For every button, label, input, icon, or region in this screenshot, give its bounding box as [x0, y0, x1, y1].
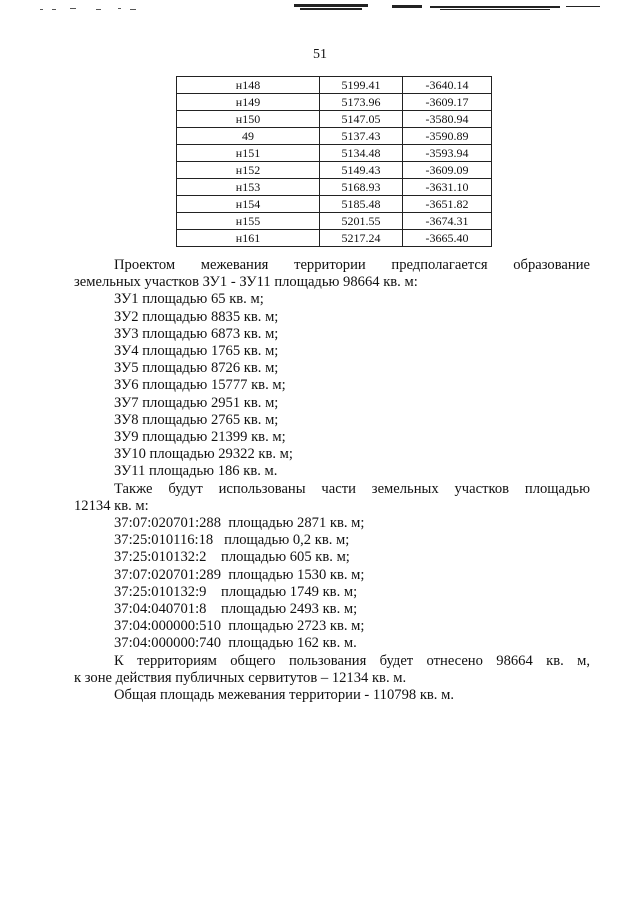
point-name: н152 — [177, 162, 320, 179]
coord-y: -3609.17 — [403, 94, 492, 111]
coord-x: 5147.05 — [320, 111, 403, 128]
table-row — [177, 196, 492, 213]
cadastral-item: 37:04:000000:740 площадью 162 кв. м. — [114, 635, 357, 652]
table-row — [177, 213, 492, 230]
parcel-item: ЗУ6 площадью 15777 кв. м; — [114, 377, 286, 394]
table-row — [177, 230, 492, 247]
parcel-item: ЗУ1 площадью 65 кв. м; — [114, 291, 264, 308]
public-use-line-2: к зоне действия публичных сервитутов – 12134 кв. м. — [74, 669, 407, 686]
point-name: н151 — [177, 145, 320, 162]
body-text — [74, 257, 590, 704]
coord-y: -3590.89 — [403, 128, 492, 145]
coord-y: -3580.94 — [403, 111, 492, 128]
parcel-item: ЗУ7 площадью 2951 кв. м; — [114, 394, 279, 411]
parcel-item: ЗУ9 площадью 21399 кв. м; — [114, 429, 286, 446]
coord-x: 5217.24 — [320, 230, 403, 247]
table-row — [177, 162, 492, 179]
cadastral-item: 37:25:010132:2 площадью 605 кв. м; — [114, 549, 350, 566]
cadastral-item: 37:04:000000:510 площадью 2723 кв. м; — [114, 618, 365, 635]
intro-line-2: земельных участков ЗУ1 - ЗУ11 площадью 98664 кв. м: — [74, 274, 418, 291]
total-area: Общая площадь межевания территории - 110798 кв. м. — [114, 687, 454, 704]
coord-x: 5201.55 — [320, 213, 403, 230]
coord-x: 5134.48 — [320, 145, 403, 162]
coord-y: -3665.40 — [403, 230, 492, 247]
point-name: н148 — [177, 77, 320, 94]
coord-y: -3651.82 — [403, 196, 492, 213]
coord-y: -3593.94 — [403, 145, 492, 162]
parcel-item: ЗУ11 площадью 186 кв. м. — [114, 463, 278, 480]
table-row — [177, 94, 492, 111]
table-row — [177, 77, 492, 94]
point-name: 49 — [177, 128, 320, 145]
point-name: н161 — [177, 230, 320, 247]
table-row — [177, 128, 492, 145]
intro-line-1: Проектом межевания территории предполагается образование — [114, 257, 590, 273]
parcel-item: ЗУ5 площадью 8726 кв. м; — [114, 360, 279, 377]
coord-x: 5168.93 — [320, 179, 403, 196]
point-name: н154 — [177, 196, 320, 213]
point-name: н153 — [177, 179, 320, 196]
coord-x: 5185.48 — [320, 196, 403, 213]
coord-y: -3674.31 — [403, 213, 492, 230]
parts-intro-line-1: Также будут использованы части земельных участков площадью — [114, 480, 590, 497]
public-use-line-1: К территориям общего пользования будет отнесено 98664 кв. м, — [114, 652, 590, 669]
coord-x: 5173.96 — [320, 94, 403, 111]
coord-x: 5149.43 — [320, 162, 403, 179]
coord-x: 5199.41 — [320, 77, 403, 94]
page-number: 51 — [313, 47, 327, 62]
cadastral-item: 37:07:020701:289 площадью 1530 кв. м; — [114, 566, 365, 583]
coord-y: -3640.14 — [403, 77, 492, 94]
cadastral-item: 37:25:010132:9 площадью 1749 кв. м; — [114, 583, 358, 600]
point-name: н155 — [177, 213, 320, 230]
parcel-item: ЗУ8 площадью 2765 кв. м; — [114, 411, 279, 428]
scan-artifacts — [0, 0, 640, 16]
table-row — [177, 179, 492, 196]
coord-y: -3609.09 — [403, 162, 492, 179]
parcel-item: ЗУ4 площадью 1765 кв. м; — [114, 343, 279, 360]
cadastral-item: 37:07:020701:288 площадью 2871 кв. м; — [114, 515, 365, 532]
coord-y: -3631.10 — [403, 179, 492, 196]
point-name: н149 — [177, 94, 320, 111]
cadastral-item: 37:25:010116:18 площадью 0,2 кв. м; — [114, 532, 350, 549]
cadastral-item: 37:04:040701:8 площадью 2493 кв. м; — [114, 601, 358, 618]
coord-x: 5137.43 — [320, 128, 403, 145]
parts-intro-line-2: 12134 кв. м: — [74, 497, 149, 514]
coordinates-table — [176, 76, 492, 247]
parcel-item: ЗУ3 площадью 6873 кв. м; — [114, 325, 279, 342]
parcel-item: ЗУ2 площадью 8835 кв. м; — [114, 308, 279, 325]
table-row — [177, 111, 492, 128]
parcel-item: ЗУ10 площадью 29322 кв. м; — [114, 446, 293, 463]
point-name: н150 — [177, 111, 320, 128]
table-row — [177, 145, 492, 162]
